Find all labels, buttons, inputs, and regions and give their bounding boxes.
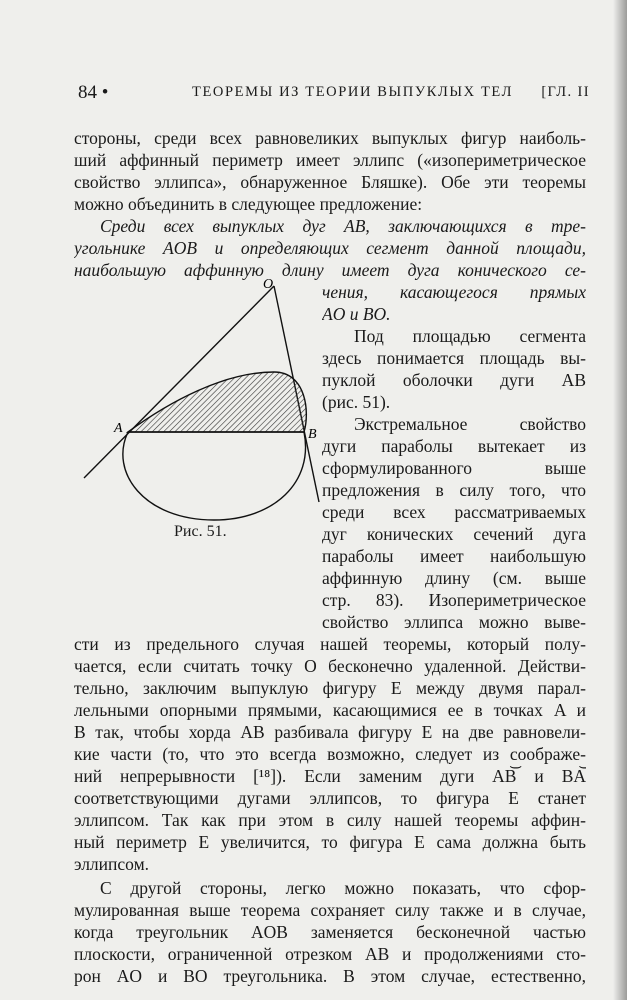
figure-51 [74,272,324,524]
text-line: эллипсом. [74,854,150,874]
text-line: мулированная выше теорема сохраняет силу также и в случае, [74,900,586,920]
text-line: свойство эллипса», обнаруженное Бляшке). Обе эти теоремы [74,172,586,192]
text-line: тельно, заключим выпуклую фигуру E между двумя парал- [74,678,586,698]
theorem-line: AO и BO. [322,304,391,324]
text-line: здесь понимается площадь вы- [322,348,586,368]
text-line: среди всех рассматриваемых [322,502,586,522]
text-line: стороны, среди всех равновеликих выпуклых фигур наиболь- [74,128,586,148]
text-line: соответствующими дугами эллипсов, то фигура E станет [74,788,586,808]
text-line: С другой стороны, легко можно показать, что сфор- [100,878,586,898]
text-line: Под площадью сегмента [354,326,586,346]
page-edge-shadow [613,0,627,1000]
figure-caption: Рис. 51. [174,523,227,540]
text-line: ний непрерывности [¹⁸]). Если заменим дуги AB͝ и BA͝ [74,766,586,786]
text-line: дуг конических сечений дуга [322,524,586,544]
text-line: рон AO и BO треугольника. В этом случае, естественно, [74,966,586,986]
text-line: свойство эллипса можно выве- [322,612,586,632]
text-line: чается, если считать точку O бесконечно удаленной. Действи- [74,656,586,676]
label-o: O [263,277,274,292]
lower-arc [123,432,306,520]
text-line: ный периметр E увеличится, то фигура E сама должна быть [74,832,586,852]
text-line: аффинную длину (см. выше [322,568,586,588]
text-line: сти из предельного случая нашей теоремы, который полу- [74,634,586,654]
theorem-line: чения, касающегося прямых [322,282,586,302]
theorem-line: угольнике AOB и определяющих сегмент данной площади, [74,238,586,258]
label-a: A [114,421,123,436]
text-line: предложения в силу того, что [322,480,586,500]
page-number: 84 • [78,82,109,103]
text-line: (рис. 51). [322,392,391,412]
text-line: кие части (то, что это всегда возможно, следует из соображе- [74,744,586,764]
theorem-line: Среди всех выпуклых дуг AB, заключающихся в тре- [100,216,586,236]
page-header [78,82,590,108]
text-line: лельными опорными прямыми, касающимися ее в точках A и [74,700,586,720]
running-head: ТЕОРЕМЫ ИЗ ТЕОРИИ ВЫПУКЛЫХ ТЕЛ [192,84,514,100]
text-line: B так, чтобы хорда AB разбивала фигуру E на две равновели- [74,722,586,742]
text-line: параболы имеет наибольшую [322,546,586,566]
text-line: когда треугольник AOB заменяется бесконечной частью [74,922,586,942]
text-line: ший аффинный периметр имеет эллипс («изопериметрическое [74,150,586,170]
text-line: эллипсом. Так как при этом в силу нашей теоремы аффин- [74,810,586,830]
shaded-segment [128,372,306,432]
text-line: дуги параболы вытекает из [322,436,586,456]
text-line: Экстремальное свойство [354,414,586,434]
text-line: пуклой оболочки дуги AB [322,370,586,390]
text-line: стр. 83). Изопериметрическое [322,590,586,610]
theorem-line: наибольшую аффинную длину имеет дуга конического се- [74,260,586,280]
text-line: плоскости, ограниченной отрезком AB и продолжениями сто- [74,944,586,964]
text-line: можно объединить в следующее предложение: [74,194,423,214]
text-line: сформулированного выше [322,458,586,478]
label-b: B [308,427,317,442]
figure-51-diagram [74,272,324,524]
chapter-reference: [ГЛ. II [541,84,590,100]
